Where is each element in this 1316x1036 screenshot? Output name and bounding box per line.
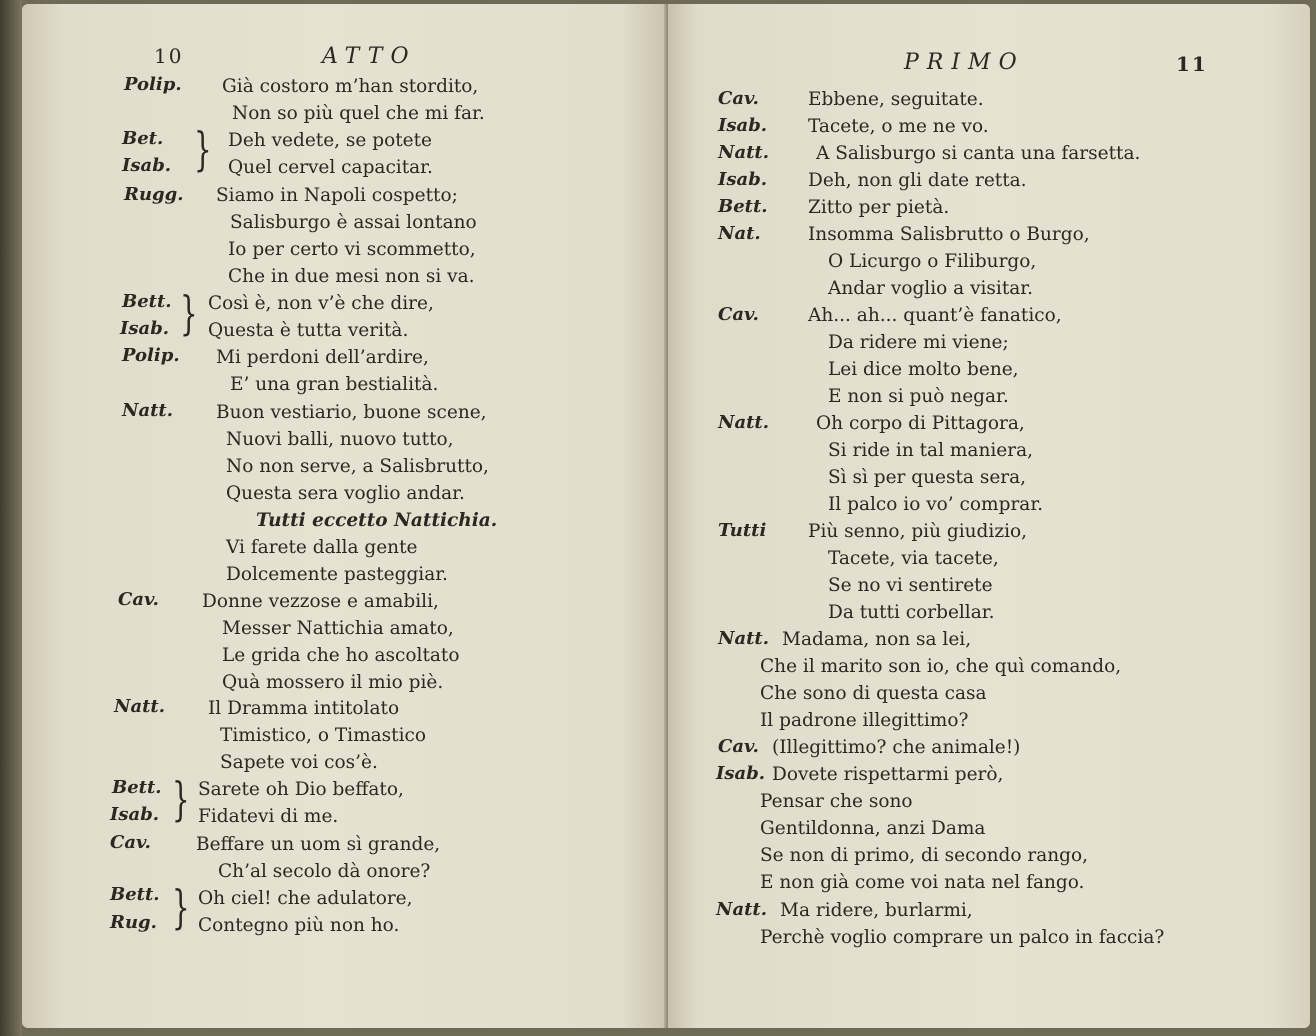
verse-line: E non si può negar. xyxy=(828,386,1009,407)
speaker: Polip. xyxy=(124,74,182,95)
speaker: Isab. xyxy=(718,115,768,136)
speaker: Isab. xyxy=(110,804,160,825)
running-head-left: ATTO xyxy=(322,44,417,69)
verse-line: Tacete, via tacete, xyxy=(828,548,999,569)
speaker: Bett. xyxy=(122,291,172,312)
verse-line: Sarete oh Dio beffato, xyxy=(198,779,404,800)
verse-line: Che sono di questa casa xyxy=(760,683,987,704)
speaker: Bett. xyxy=(718,196,768,217)
verse-line: Quà mossero il mio piè. xyxy=(222,672,444,693)
running-head-right: PRIMO xyxy=(904,50,1025,75)
verse-line: Perchè voglio comprare un palco in faccia? xyxy=(760,927,1165,948)
verse-line: Tacete, o me ne vo. xyxy=(808,116,989,137)
verse-line: Questa sera voglio andar. xyxy=(226,483,465,504)
speaker: Cav. xyxy=(718,736,759,757)
verse-line: Si ride in tal maniera, xyxy=(828,440,1033,461)
verse-line: E non già come voi nata nel fango. xyxy=(760,872,1085,893)
verse-line: Timistico, o Timastico xyxy=(220,725,427,746)
speaker: Natt. xyxy=(718,142,770,163)
speaker: Cav. xyxy=(118,589,159,610)
verse-line: Pensar che sono xyxy=(760,791,913,812)
page-number-left: 10 xyxy=(154,44,184,68)
speaker: Rugg. xyxy=(124,184,184,205)
verse-line: Beffare un uom sì grande, xyxy=(196,834,441,855)
brace: } xyxy=(180,286,198,340)
verse-line: No non serve, a Salisbrutto, xyxy=(226,456,489,477)
speaker: Natt. xyxy=(122,400,174,421)
stage-direction: Tutti eccetto Nattichia. xyxy=(256,510,498,531)
brace: } xyxy=(194,122,212,176)
verse-line: Lei dice molto bene, xyxy=(828,359,1019,380)
speaker: Polip. xyxy=(122,345,180,366)
speaker: Cav. xyxy=(718,88,759,109)
verse-line: Non so più quel che mi far. xyxy=(232,103,485,124)
verse-line: E’ una gran bestialità. xyxy=(230,374,439,395)
verse-line: Oh corpo di Pittagora, xyxy=(816,413,1025,434)
speaker: Isab. xyxy=(718,169,768,190)
verse-line: Salisburgo è assai lontano xyxy=(230,212,477,233)
brace: } xyxy=(172,880,190,934)
speaker: Isab. xyxy=(122,155,172,176)
book-edge xyxy=(0,0,22,1036)
verse-line: Deh, non gli date retta. xyxy=(808,170,1027,191)
speaker: Tutti xyxy=(718,520,767,541)
speaker: Natt. xyxy=(716,899,768,920)
verse-line: Nuovi balli, nuovo tutto, xyxy=(226,429,454,450)
verse-line: Ah... ah... quant’è fanatico, xyxy=(808,305,1062,326)
speaker: Natt. xyxy=(114,696,166,717)
speaker: Cav. xyxy=(718,304,759,325)
verse-line: Oh ciel! che adulatore, xyxy=(198,888,413,909)
speaker: Isab. xyxy=(120,318,170,339)
verse-line: Da ridere mi viene; xyxy=(828,332,1009,353)
verse-line: Ebbene, seguitate. xyxy=(808,89,984,110)
verse-line: Che in due mesi non si va. xyxy=(228,266,475,287)
verse-line: Io per certo vi scommetto, xyxy=(228,239,476,260)
verse-line: Contegno più non ho. xyxy=(198,915,400,936)
left-page xyxy=(22,4,668,1028)
speaker: Isab. xyxy=(716,763,766,784)
verse-line: Il Dramma intitolato xyxy=(208,698,400,719)
speaker: Bett. xyxy=(112,777,162,798)
right-page xyxy=(668,4,1310,1028)
verse-line: O Licurgo o Filiburgo, xyxy=(828,251,1037,272)
verse-line: Deh vedete, se potete xyxy=(228,130,432,151)
verse-line: Questa è tutta verità. xyxy=(208,320,409,341)
verse-line: Dovete rispettarmi però, xyxy=(772,764,1004,785)
speaker: Rug. xyxy=(110,912,157,933)
verse-line: Il padrone illegittimo? xyxy=(760,710,969,731)
verse-line: Ch’al secolo dà onore? xyxy=(218,861,431,882)
verse-line: (Illegittimo? che animale!) xyxy=(772,737,1021,758)
verse-line: Gentildonna, anzi Dama xyxy=(760,818,986,839)
speaker: Natt. xyxy=(718,628,770,649)
verse-line: Quel cervel capacitar. xyxy=(228,157,433,178)
page-number-right: 11 xyxy=(1176,52,1208,76)
verse-line: Più senno, più giudizio, xyxy=(808,521,1028,542)
speaker: Bet. xyxy=(122,128,164,149)
verse-line: Dolcemente pasteggiar. xyxy=(226,564,448,585)
verse-line: Messer Nattichia amato, xyxy=(222,618,454,639)
verse-line: Le grida che ho ascoltato xyxy=(222,645,460,666)
speaker: Bett. xyxy=(110,884,160,905)
verse-line: Siamo in Napoli cospetto; xyxy=(216,185,458,206)
verse-line: Vi farete dalla gente xyxy=(226,537,418,558)
verse-line: Il palco io vo’ comprar. xyxy=(828,494,1044,515)
brace: } xyxy=(172,772,190,826)
verse-line: Sapete voi cos’è. xyxy=(220,752,378,773)
verse-line: Se no vi sentirete xyxy=(828,575,993,596)
verse-line: Insomma Salisbrutto o Burgo, xyxy=(808,224,1090,245)
verse-line: Se non di primo, di secondo rango, xyxy=(760,845,1089,866)
verse-line: Fidatevi di me. xyxy=(198,806,339,827)
verse-line: Già costoro m’han stordito, xyxy=(222,76,479,97)
verse-line: Zitto per pietà. xyxy=(808,197,950,218)
verse-line: Buon vestiario, buone scene, xyxy=(216,402,487,423)
verse-line: Madama, non sa lei, xyxy=(782,629,972,650)
verse-line: Così è, non v’è che dire, xyxy=(208,293,434,314)
verse-line: Donne vezzose e amabili, xyxy=(202,591,439,612)
speaker: Natt. xyxy=(718,412,770,433)
verse-line: Sì sì per questa sera, xyxy=(828,467,1027,488)
speaker: Nat. xyxy=(718,223,761,244)
verse-line: A Salisburgo si canta una farsetta. xyxy=(816,143,1141,164)
verse-line: Mi perdoni dell’ardire, xyxy=(216,347,429,368)
verse-line: Ma ridere, burlarmi, xyxy=(780,900,973,921)
verse-line: Che il marito son io, che quì comando, xyxy=(760,656,1122,677)
verse-line: Andar voglio a visitar. xyxy=(828,278,1033,299)
verse-line: Da tutti corbellar. xyxy=(828,602,995,623)
speaker: Cav. xyxy=(110,832,151,853)
